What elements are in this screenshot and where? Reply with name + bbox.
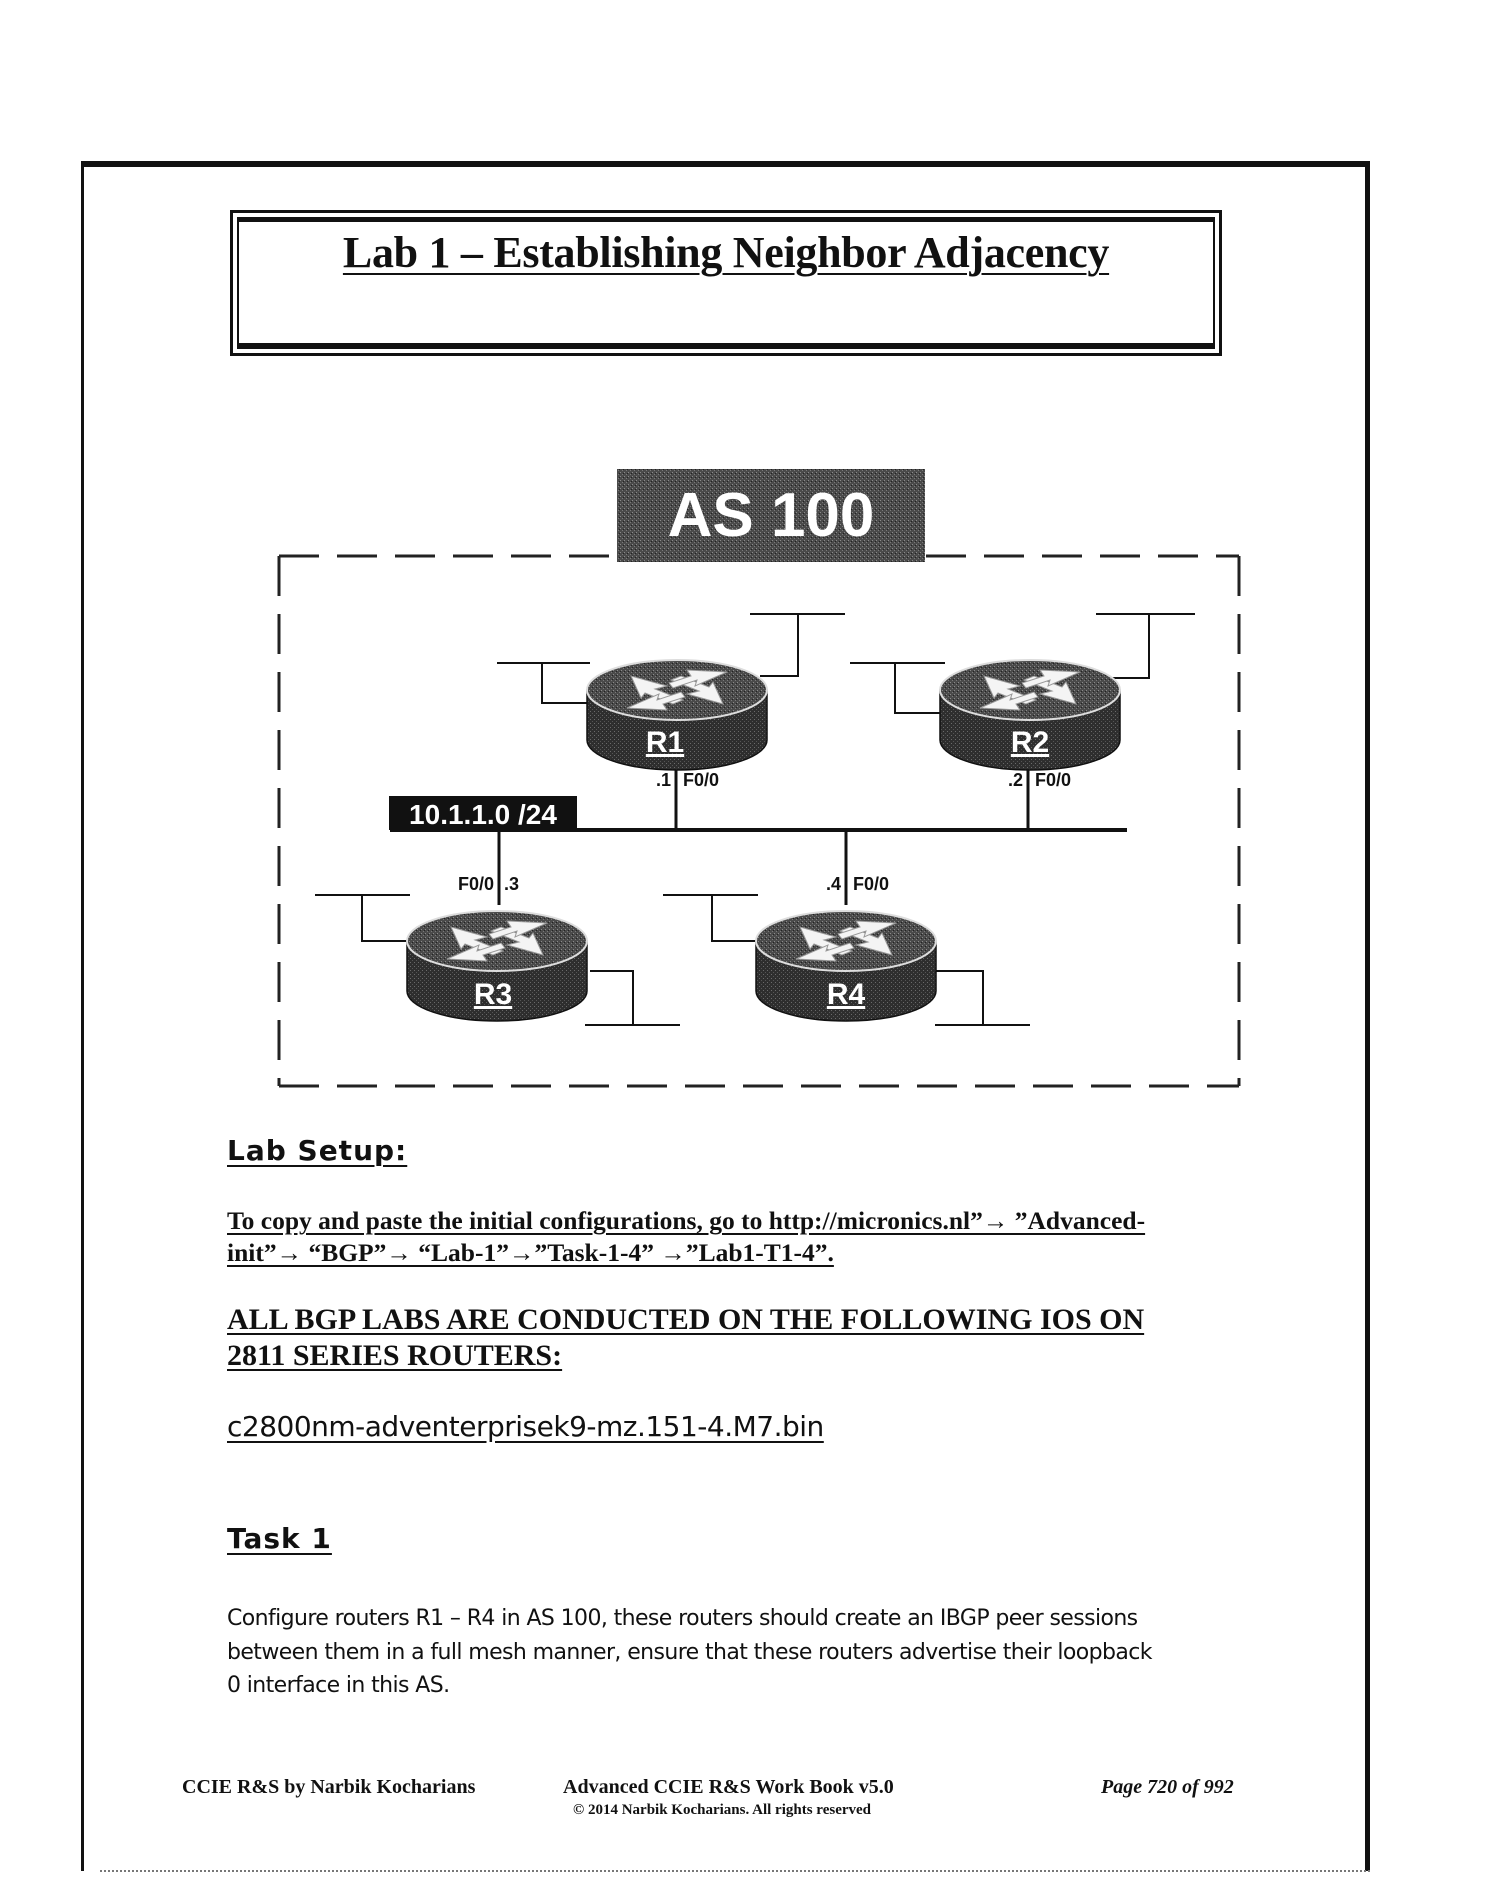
subnet-label: 10.1.1.0 /24 — [409, 799, 557, 830]
router-r3[interactable] — [407, 874, 587, 1021]
task-line: 0 interface in this AS. — [227, 1673, 450, 1698]
copy-instructions-line-1[interactable]: To copy and paste the initial configurations, go to http://micronics.nl”→ ”Advanced- — [227, 1206, 1146, 1235]
interface-label: F0/0 — [683, 770, 720, 790]
footer-book-title: Advanced CCIE R&S Work Book v5.0 — [563, 1776, 894, 1798]
task-heading: Task 1 — [227, 1522, 332, 1555]
ip-suffix: .4 — [825, 874, 841, 894]
bottom-scan-line — [100, 1870, 1370, 1872]
as-label-box — [617, 469, 925, 562]
page-title: Lab 1 – Establishing Neighbor Adjacency — [342, 228, 1110, 277]
router-r1[interactable] — [587, 660, 767, 790]
ip-suffix: .2 — [1007, 770, 1023, 790]
lab-setup-heading: Lab Setup: — [227, 1134, 408, 1167]
task-line: Configure routers R1 – R4 in AS 100, these routers should create an IBGP peer sessions — [227, 1606, 1138, 1631]
copy-instructions-line-2[interactable]: init”→ “BGP”→ “Lab-1”→”Task-1-4” →”Lab1-T1-4”. — [227, 1238, 834, 1267]
ios-notice-line-2: 2811 SERIES ROUTERS: — [227, 1339, 563, 1372]
ip-suffix: .3 — [504, 874, 520, 894]
router-name: R3 — [473, 978, 513, 1011]
footer-author: CCIE R&S by Narbik Kocharians — [182, 1776, 476, 1798]
footer-copyright: © 2014 Narbik Kocharians. All rights reserved — [573, 1802, 872, 1818]
ios-image-filename: c2800nm-adventerprisek9-mz.151-4.M7.bin — [227, 1410, 824, 1443]
router-name: R4 — [826, 978, 866, 1011]
as-label: AS 100 — [667, 481, 875, 550]
router-name: R1 — [645, 726, 685, 759]
ios-notice-line-1: ALL BGP LABS ARE CONDUCTED ON THE FOLLOWING IOS ON — [227, 1303, 1145, 1336]
task-line: between them in a full mesh manner, ensure that these routers advertise their loopback — [227, 1639, 1152, 1665]
ip-suffix: .1 — [655, 770, 671, 790]
interface-label: F0/0 — [457, 874, 494, 894]
subnet-label-box — [389, 796, 577, 830]
router-r2[interactable] — [940, 660, 1120, 790]
footer-page-number: Page 720 of 992 — [1101, 1776, 1234, 1798]
task-description — [227, 1602, 1247, 1703]
interface-label: F0/0 — [1035, 770, 1072, 790]
router-name: R2 — [1010, 726, 1050, 759]
interface-label: F0/0 — [853, 874, 890, 894]
